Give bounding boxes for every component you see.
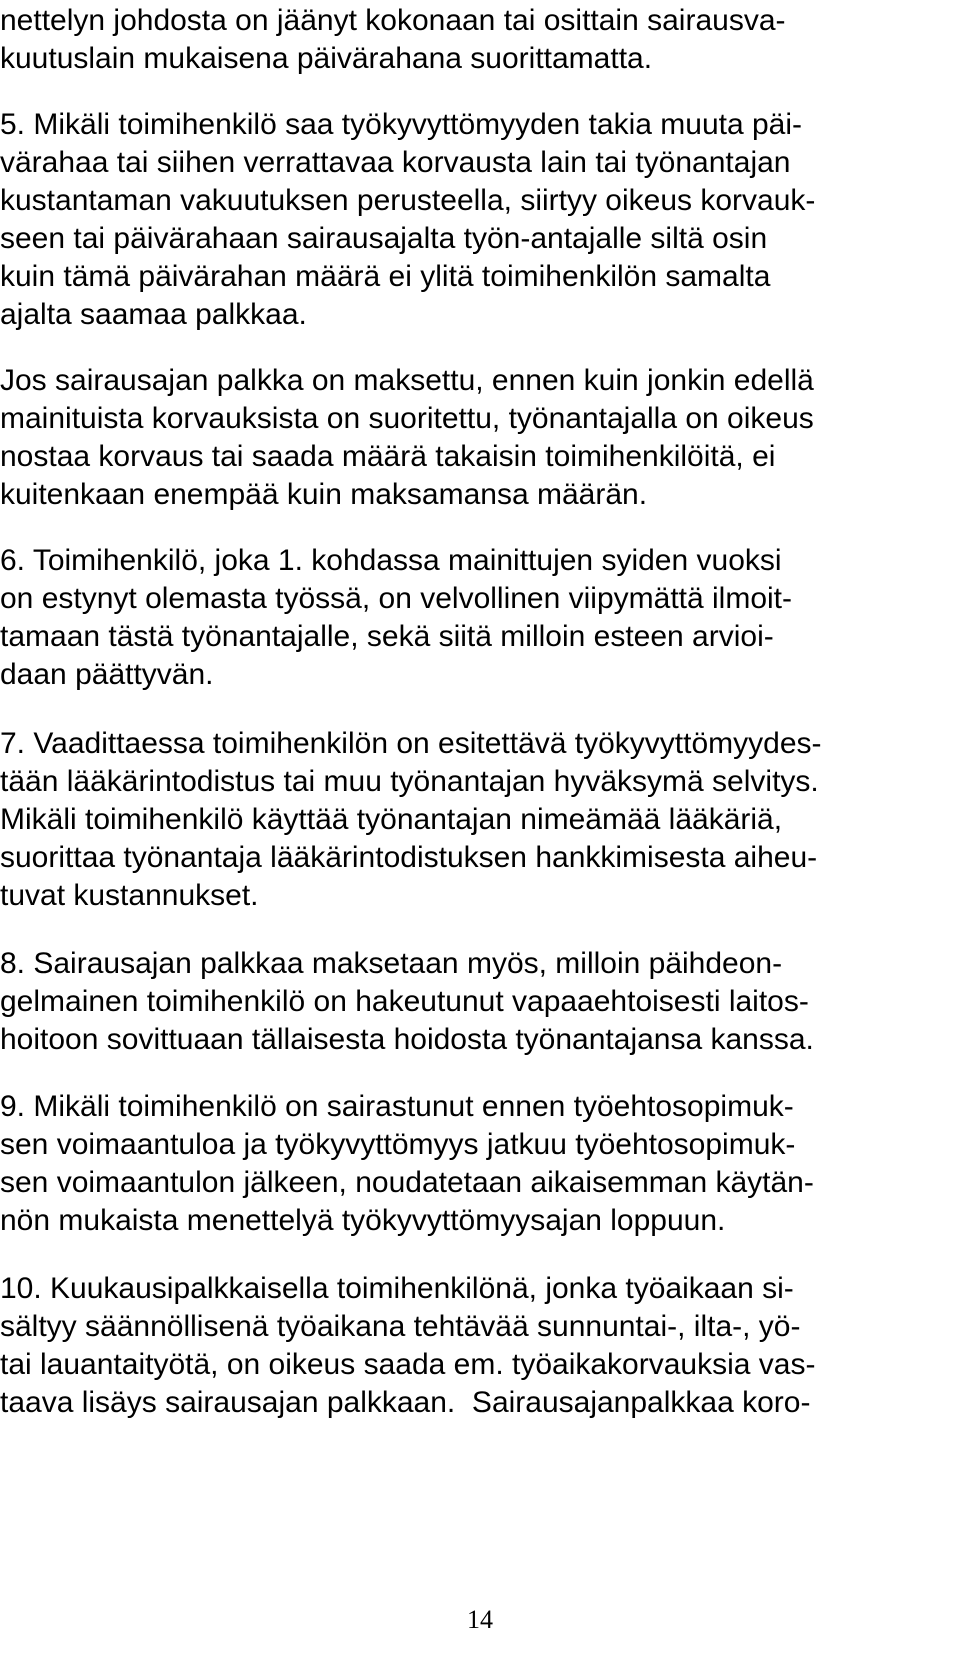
paragraph-5-continued — [0, 362, 960, 514]
text-line: ajalta saamaa palkkaa. — [0, 298, 307, 331]
paragraph-9 — [0, 1088, 960, 1240]
text-line: gelmainen toimihenkilö on hakeutunut vapaaehtoisesti laitos- — [0, 985, 809, 1018]
text-line: tamaan tästä työnantajalle, sekä siitä milloin esteen arvioi- — [0, 620, 774, 653]
text-line: 8. Sairausajan palkkaa maksetaan myös, milloin päihdeon- — [0, 947, 783, 980]
text-line: tai lauantaityötä, on oikeus saada em. työaikakorvauksia vas- — [0, 1348, 816, 1381]
text-line: 7. Vaadittaessa toimihenkilön on esitettävä työkyvyttömyydes- — [0, 727, 822, 760]
text-line: tuvat kustannukset. — [0, 879, 259, 912]
text-line: värahaa tai siihen verrattavaa korvausta lain tai työnantajan — [0, 146, 791, 179]
paragraph-continuation — [0, 2, 960, 78]
page-number: 14 — [467, 1605, 493, 1634]
paragraph-5 — [0, 106, 960, 334]
text-line: mainituista korvauksista on suoritettu, työnantajalla on oikeus — [0, 402, 814, 435]
text-line: nostaa korvaus tai saada määrä takaisin toimihenkilöitä, ei — [0, 440, 776, 473]
paragraph-8 — [0, 945, 960, 1059]
text-line: 9. Mikäli toimihenkilö on sairastunut ennen työehtosopimuk- — [0, 1090, 794, 1123]
text-line: sen voimaantulon jälkeen, noudatetaan aikaisemman käytän- — [0, 1166, 814, 1199]
text-line: nön mukaista menettelyä työkyvyttömyysajan loppuun. — [0, 1204, 726, 1237]
text-line: 6. Toimihenkilö, joka 1. kohdassa mainittujen syiden vuoksi — [0, 544, 782, 577]
text-line: kuin tämä päivärahan määrä ei ylitä toimihenkilön samalta — [0, 260, 771, 293]
text-line: 5. Mikäli toimihenkilö saa työkyvyttömyyden takia muuta päi- — [0, 108, 803, 141]
text-line: tään lääkärintodistus tai muu työnantajan hyväksymä selvitys. — [0, 765, 819, 798]
text-line: 10. Kuukausipalkkaisella toimihenkilönä, jonka työaikaan si- — [0, 1272, 794, 1305]
text-line: taava lisäys sairausajan palkkaan. Sairausajanpalkkaa koro- — [0, 1386, 811, 1419]
text-line: sen voimaantuloa ja työkyvyttömyys jatkuu työehtosopimuk- — [0, 1128, 796, 1161]
paragraph-7 — [0, 725, 960, 915]
text-line: kuutuslain mukaisena päivärahana suorittamatta. — [0, 42, 653, 75]
paragraph-6 — [0, 542, 960, 694]
text-line: Jos sairausajan palkka on maksettu, ennen kuin jonkin edellä — [0, 364, 814, 397]
text-line: sältyy säännöllisenä työaikana tehtävää sunnuntai-, ilta-, yö- — [0, 1310, 801, 1343]
text-line: seen tai päivärahaan sairausajalta työn-antajalle siltä osin — [0, 222, 768, 255]
text-line: hoitoon sovittuaan tällaisesta hoidosta työnantajansa kanssa. — [0, 1023, 814, 1056]
text-line: on estynyt olemasta työssä, on velvollinen viipymättä ilmoit- — [0, 582, 793, 615]
text-line: daan päättyvän. — [0, 658, 214, 691]
text-line: Mikäli toimihenkilö käyttää työnantajan nimeämää lääkäriä, — [0, 803, 783, 836]
text-line: kuitenkaan enempää kuin maksamansa määrän. — [0, 478, 648, 511]
text-line: suorittaa työnantaja lääkärintodistuksen hankkimisesta aiheu- — [0, 841, 818, 874]
paragraph-10 — [0, 1270, 960, 1422]
text-line: kustantaman vakuutuksen perusteella, siirtyy oikeus korvauk- — [0, 184, 816, 217]
text-line: nettelyn johdosta on jäänyt kokonaan tai osittain sairausva- — [0, 4, 786, 37]
